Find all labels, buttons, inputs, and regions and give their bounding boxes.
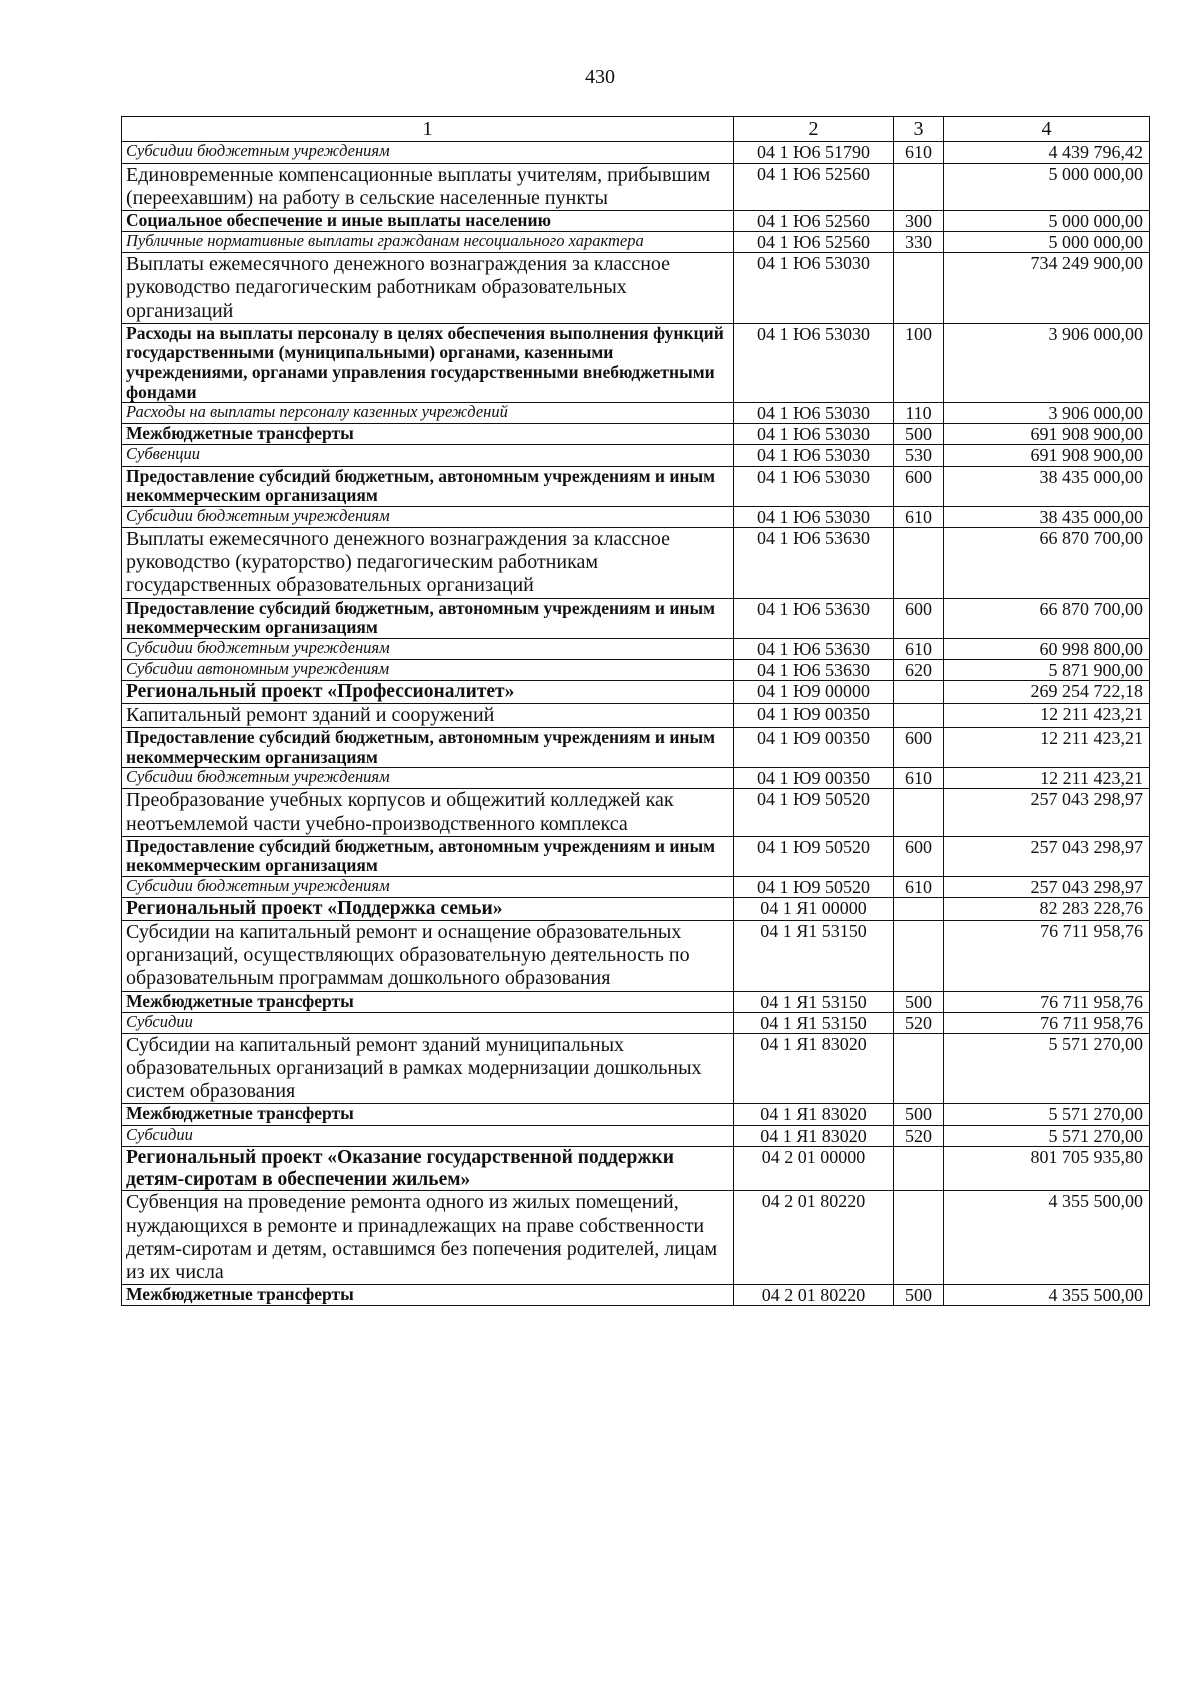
row-sum-cell: 5 000 000,00 (944, 163, 1150, 210)
row-name-cell: Межбюджетные трансферты (122, 1104, 734, 1125)
row-kvr-cell: 100 (894, 323, 944, 402)
row-name-cell: Субсидии автономным учреждениям (122, 659, 734, 680)
row-name-cell: Субсидии бюджетным учреждениям (122, 876, 734, 897)
row-sum-cell: 66 870 700,00 (944, 598, 1150, 638)
table-row (122, 659, 1150, 680)
row-kvr-cell: 610 (894, 506, 944, 527)
row-name-cell: Региональный проект «Поддержка семьи» (122, 898, 734, 921)
row-kvr-cell: 610 (894, 876, 944, 897)
table-row (122, 1012, 1150, 1033)
row-sum-cell: 12 211 423,21 (944, 728, 1150, 768)
row-name-cell: Предоставление субсидий бюджетным, автономным учреждениям и иным некоммерческим организациям (122, 728, 734, 768)
row-kvr-cell (894, 789, 944, 836)
row-code-cell: 04 1 Ю9 00000 (734, 681, 894, 704)
row-kvr-cell: 520 (894, 1012, 944, 1033)
table-row (122, 728, 1150, 768)
row-sum-cell: 734 249 900,00 (944, 253, 1150, 324)
row-kvr-cell (894, 527, 944, 598)
table-row (122, 876, 1150, 897)
row-name-cell: Субсидии бюджетным учреждениям (122, 638, 734, 659)
row-kvr-cell: 610 (894, 768, 944, 789)
row-code-cell: 04 2 01 80220 (734, 1285, 894, 1306)
row-code-cell: 04 1 Я1 53150 (734, 920, 894, 991)
table-row (122, 638, 1150, 659)
row-sum-cell: 82 283 228,76 (944, 898, 1150, 921)
row-code-cell: 04 1 Ю6 53030 (734, 403, 894, 424)
table-row (122, 898, 1150, 921)
row-code-cell: 04 1 Ю6 52560 (734, 163, 894, 210)
row-sum-cell: 3 906 000,00 (944, 323, 1150, 402)
row-name-cell: Субсидии (122, 1125, 734, 1146)
table-row (122, 1125, 1150, 1146)
table-row (122, 253, 1150, 324)
table-row (122, 768, 1150, 789)
table-row (122, 466, 1150, 506)
row-name-cell: Расходы на выплаты персоналу казенных учреждений (122, 403, 734, 424)
table-row (122, 920, 1150, 991)
table-body (122, 142, 1150, 1306)
row-kvr-cell: 500 (894, 1104, 944, 1125)
row-kvr-cell: 600 (894, 598, 944, 638)
row-code-cell: 04 1 Ю6 53030 (734, 424, 894, 445)
table-row (122, 836, 1150, 876)
table-row (122, 789, 1150, 836)
row-name-cell: Публичные нормативные выплаты гражданам несоциального характера (122, 232, 734, 253)
row-code-cell: 04 1 Ю6 53030 (734, 445, 894, 466)
row-kvr-cell: 620 (894, 659, 944, 680)
row-kvr-cell: 610 (894, 638, 944, 659)
table-row (122, 1146, 1150, 1191)
row-sum-cell: 76 711 958,76 (944, 920, 1150, 991)
row-name-cell: Предоставление субсидий бюджетным, автономным учреждениям и иным некоммерческим организациям (122, 836, 734, 876)
row-kvr-cell: 600 (894, 728, 944, 768)
row-kvr-cell (894, 1191, 944, 1285)
table-row (122, 1191, 1150, 1285)
row-code-cell: 04 1 Ю6 52560 (734, 210, 894, 231)
table-row (122, 142, 1150, 163)
row-code-cell: 04 1 Ю6 53030 (734, 506, 894, 527)
row-sum-cell: 5 000 000,00 (944, 232, 1150, 253)
row-code-cell: 04 1 Я1 00000 (734, 898, 894, 921)
row-code-cell: 04 1 Я1 83020 (734, 1125, 894, 1146)
row-name-cell: Региональный проект «Профессионалитет» (122, 681, 734, 704)
table-row (122, 424, 1150, 445)
row-code-cell: 04 1 Ю9 50520 (734, 876, 894, 897)
budget-table-container (121, 116, 1150, 1306)
row-name-cell: Выплаты ежемесячного денежного вознаграждения за классное руководство педагогическим работникам образовательных организаций (122, 253, 734, 324)
row-code-cell: 04 2 01 80220 (734, 1191, 894, 1285)
table-row (122, 703, 1150, 727)
header-col-2: 2 (734, 117, 894, 142)
row-sum-cell: 12 211 423,21 (944, 768, 1150, 789)
row-kvr-cell (894, 163, 944, 210)
row-kvr-cell: 300 (894, 210, 944, 231)
row-code-cell: 04 1 Ю6 53630 (734, 638, 894, 659)
row-kvr-cell: 600 (894, 466, 944, 506)
table-row (122, 445, 1150, 466)
row-name-cell: Межбюджетные трансферты (122, 1285, 734, 1306)
row-name-cell: Региональный проект «Оказание государственной поддержки детям-сиротам в обеспечении жильем» (122, 1146, 734, 1191)
row-sum-cell: 4 355 500,00 (944, 1285, 1150, 1306)
row-kvr-cell: 520 (894, 1125, 944, 1146)
row-kvr-cell (894, 898, 944, 921)
row-sum-cell: 5 571 270,00 (944, 1125, 1150, 1146)
table-row (122, 506, 1150, 527)
header-row (122, 117, 1150, 142)
row-name-cell: Субсидии на капитальный ремонт зданий муниципальных образовательных организаций в рамках модернизации дошкольных систем образования (122, 1033, 734, 1104)
row-code-cell: 04 1 Я1 53150 (734, 991, 894, 1012)
row-sum-cell: 801 705 935,80 (944, 1146, 1150, 1191)
row-sum-cell: 60 998 800,00 (944, 638, 1150, 659)
row-code-cell: 04 1 Ю9 50520 (734, 789, 894, 836)
row-kvr-cell (894, 1146, 944, 1191)
table-row (122, 1104, 1150, 1125)
row-name-cell: Субсидии (122, 1012, 734, 1033)
header-col-1: 1 (122, 117, 734, 142)
row-code-cell: 04 1 Я1 83020 (734, 1104, 894, 1125)
row-sum-cell: 5 000 000,00 (944, 210, 1150, 231)
table-row (122, 598, 1150, 638)
row-sum-cell: 38 435 000,00 (944, 506, 1150, 527)
row-code-cell: 04 1 Ю6 53630 (734, 659, 894, 680)
table-row (122, 323, 1150, 402)
row-sum-cell: 4 439 796,42 (944, 142, 1150, 163)
row-kvr-cell: 110 (894, 403, 944, 424)
row-name-cell: Субвенции (122, 445, 734, 466)
row-code-cell: 04 1 Ю9 00350 (734, 703, 894, 727)
row-sum-cell: 257 043 298,97 (944, 876, 1150, 897)
row-code-cell: 04 1 Ю6 53030 (734, 253, 894, 324)
row-sum-cell: 269 254 722,18 (944, 681, 1150, 704)
row-kvr-cell (894, 253, 944, 324)
row-code-cell: 04 1 Ю9 50520 (734, 836, 894, 876)
row-code-cell: 04 1 Ю6 52560 (734, 232, 894, 253)
row-kvr-cell: 500 (894, 1285, 944, 1306)
row-kvr-cell (894, 1033, 944, 1104)
row-name-cell: Социальное обеспечение и иные выплаты населению (122, 210, 734, 231)
row-code-cell: 04 1 Ю6 53630 (734, 527, 894, 598)
table-row (122, 991, 1150, 1012)
row-sum-cell: 691 908 900,00 (944, 424, 1150, 445)
row-sum-cell: 691 908 900,00 (944, 445, 1150, 466)
row-code-cell: 04 1 Ю9 00350 (734, 728, 894, 768)
row-kvr-cell: 500 (894, 991, 944, 1012)
row-kvr-cell: 610 (894, 142, 944, 163)
row-code-cell: 04 1 Ю6 53030 (734, 466, 894, 506)
row-name-cell: Субвенция на проведение ремонта одного из жилых помещений, нуждающихся в ремонте и принадлежащих на праве собственности детям-сиротам и детям, оставшимся без попечения родителей, лицам из их числа (122, 1191, 734, 1285)
row-code-cell: 04 2 01 00000 (734, 1146, 894, 1191)
row-sum-cell: 257 043 298,97 (944, 789, 1150, 836)
row-name-cell: Межбюджетные трансферты (122, 991, 734, 1012)
row-code-cell: 04 1 Ю6 51790 (734, 142, 894, 163)
row-name-cell: Субсидии бюджетным учреждениям (122, 506, 734, 527)
page-number: 430 (585, 66, 615, 88)
table-row (122, 681, 1150, 704)
table-row (122, 527, 1150, 598)
row-kvr-cell (894, 703, 944, 727)
row-kvr-cell: 530 (894, 445, 944, 466)
row-code-cell: 04 1 Ю6 53030 (734, 323, 894, 402)
table-row (122, 403, 1150, 424)
row-sum-cell: 257 043 298,97 (944, 836, 1150, 876)
row-sum-cell: 76 711 958,76 (944, 1012, 1150, 1033)
table-row (122, 1033, 1150, 1104)
row-sum-cell: 5 871 900,00 (944, 659, 1150, 680)
table-row (122, 1285, 1150, 1306)
row-sum-cell: 4 355 500,00 (944, 1191, 1150, 1285)
row-name-cell: Расходы на выплаты персоналу в целях обеспечения выполнения функций государственными (муниципальными) органами, казенными учреждениями, органами управления государственными внебюджетными фондами (122, 323, 734, 402)
row-sum-cell: 38 435 000,00 (944, 466, 1150, 506)
row-code-cell: 04 1 Я1 53150 (734, 1012, 894, 1033)
table-header (122, 117, 1150, 142)
row-name-cell: Выплаты ежемесячного денежного вознаграждения за классное руководство (кураторство) педагогическим работникам государственных образовательных организаций (122, 527, 734, 598)
row-name-cell: Субсидии бюджетным учреждениям (122, 142, 734, 163)
row-sum-cell: 5 571 270,00 (944, 1033, 1150, 1104)
row-name-cell: Капитальный ремонт зданий и сооружений (122, 703, 734, 727)
row-name-cell: Предоставление субсидий бюджетным, автономным учреждениям и иным некоммерческим организациям (122, 598, 734, 638)
header-col-3: 3 (894, 117, 944, 142)
row-name-cell: Субсидии бюджетным учреждениям (122, 768, 734, 789)
row-sum-cell: 66 870 700,00 (944, 527, 1150, 598)
row-name-cell: Предоставление субсидий бюджетным, автономным учреждениям и иным некоммерческим организациям (122, 466, 734, 506)
row-code-cell: 04 1 Ю9 00350 (734, 768, 894, 789)
table-row (122, 232, 1150, 253)
header-col-4: 4 (944, 117, 1150, 142)
row-name-cell: Единовременные компенсационные выплаты учителям, прибывшим (переехавшим) на работу в сельские населенные пункты (122, 163, 734, 210)
row-kvr-cell: 500 (894, 424, 944, 445)
row-kvr-cell (894, 920, 944, 991)
row-code-cell: 04 1 Ю6 53630 (734, 598, 894, 638)
row-code-cell: 04 1 Я1 83020 (734, 1033, 894, 1104)
row-sum-cell: 3 906 000,00 (944, 403, 1150, 424)
row-name-cell: Субсидии на капитальный ремонт и оснащение образовательных организаций, осуществляющих образовательную деятельность по образовательным программам дошкольного образования (122, 920, 734, 991)
budget-table (121, 116, 1150, 1306)
row-kvr-cell (894, 681, 944, 704)
row-name-cell: Межбюджетные трансферты (122, 424, 734, 445)
row-sum-cell: 5 571 270,00 (944, 1104, 1150, 1125)
row-sum-cell: 12 211 423,21 (944, 703, 1150, 727)
table-row (122, 163, 1150, 210)
table-row (122, 210, 1150, 231)
row-name-cell: Преобразование учебных корпусов и общежитий колледжей как неотъемлемой части учебно-производственного комплекса (122, 789, 734, 836)
row-sum-cell: 76 711 958,76 (944, 991, 1150, 1012)
row-kvr-cell: 330 (894, 232, 944, 253)
row-kvr-cell: 600 (894, 836, 944, 876)
